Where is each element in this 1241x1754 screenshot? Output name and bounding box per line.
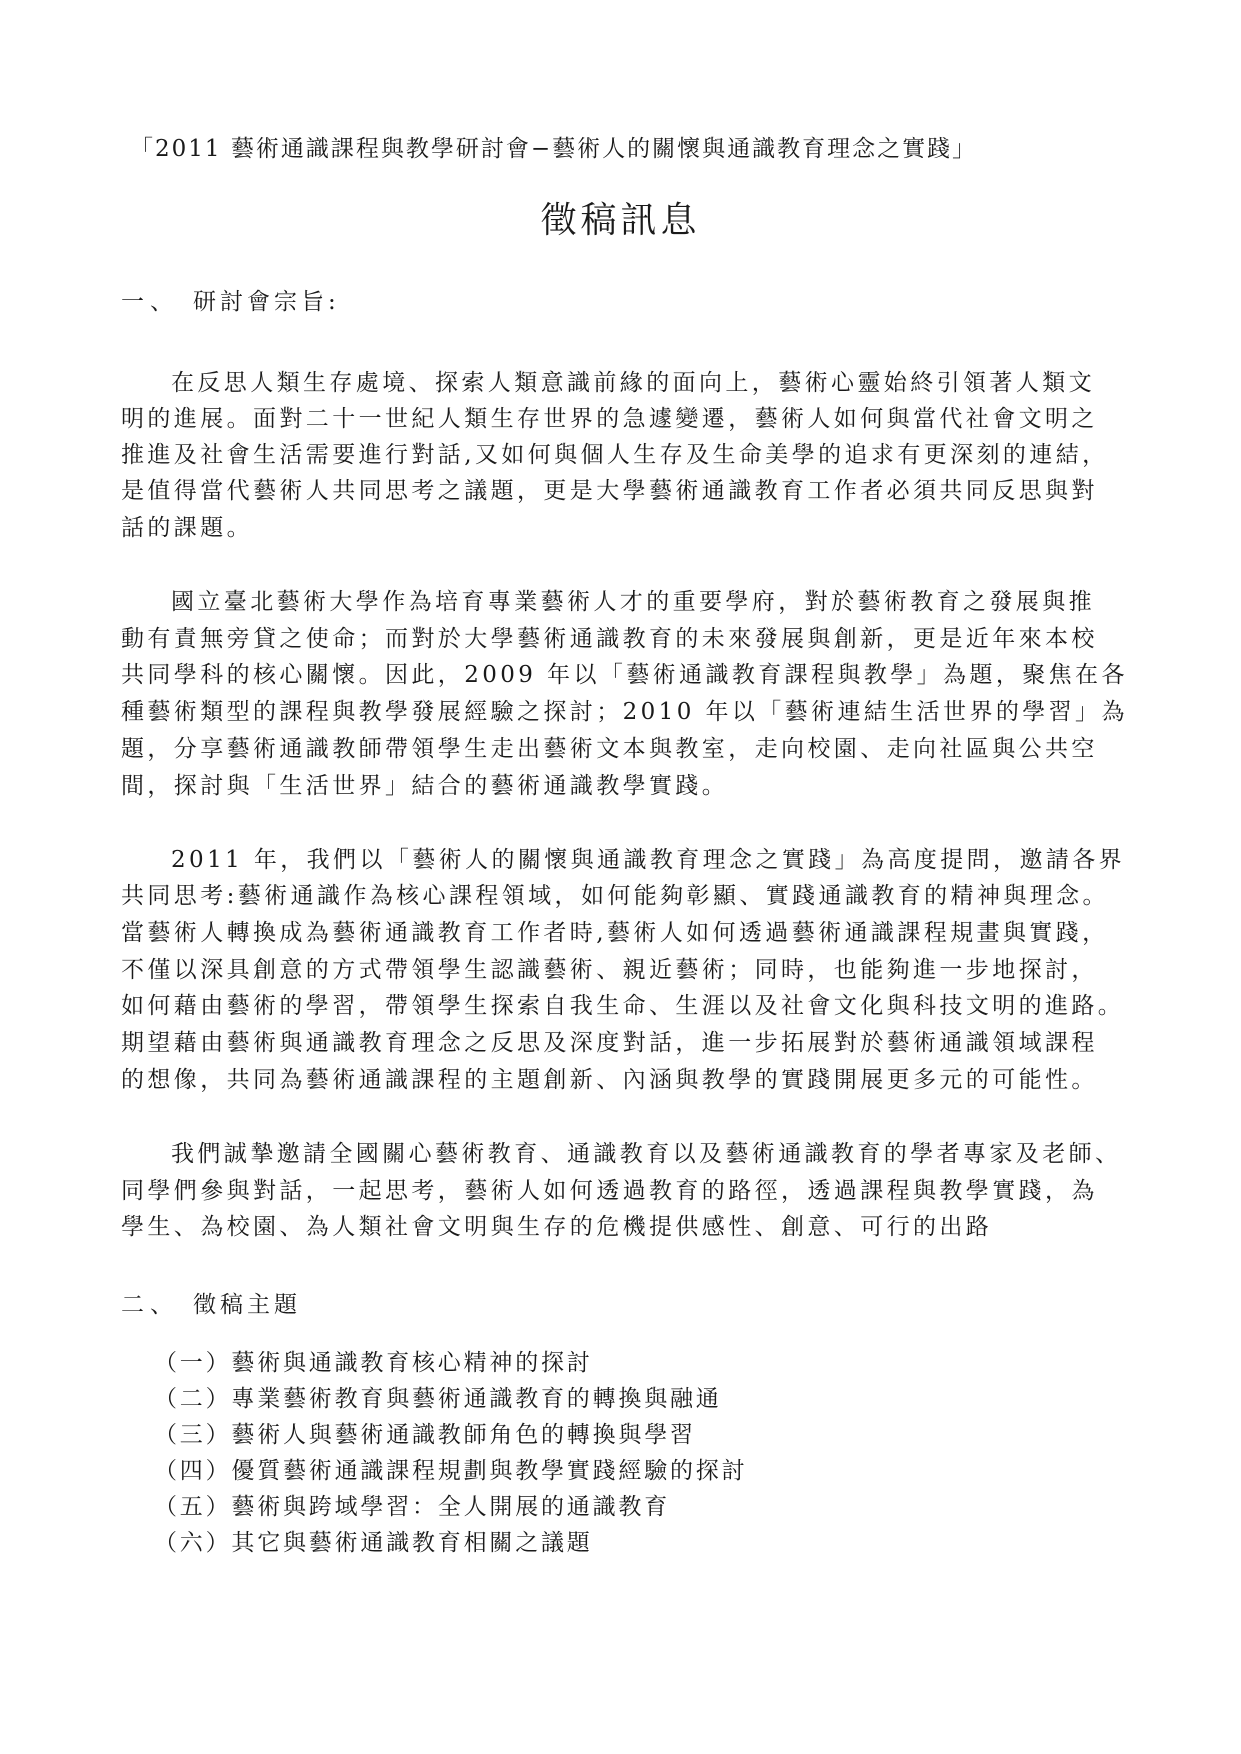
paragraph4-line: 學生、為校園、為人類社會文明與生存的危機提供感性、創意、可行的出路 [121, 1214, 993, 1240]
paragraph2-line: 共同學科的核心關懷。因此，2009 年以「藝術通識教育課程與教學」為題，聚焦在各 [121, 662, 1128, 688]
topic-item: （一）藝術與通識教育核心精神的探討 [154, 1350, 593, 1376]
page-title: 徵稿訊息 [540, 200, 701, 241]
paragraph1-line: 話的課題。 [121, 515, 253, 541]
section1-number: 一、 [121, 289, 179, 315]
section2-title: 徵稿主題 [193, 1292, 301, 1318]
paragraph2-line: 間，探討與「生活世界」結合的藝術通識教學實踐。 [121, 773, 729, 799]
topic-item: （四）優質藝術通識課程規劃與教學實踐經驗的探討 [154, 1458, 748, 1484]
paragraph1-line: 推進及社會生活需要進行對話,又如何與個人生存及生命美學的追求有更深刻的連結， [121, 442, 1109, 468]
paragraph4-line: 我們誠摯邀請全國關心藝術教育、通識教育以及藝術通識教育的學者專家及老師、 [171, 1141, 1122, 1167]
paragraph3-line: 不僅以深具創意的方式帶領學生認識藝術、親近藝術；同時，也能夠進一步地探討， [121, 957, 1098, 983]
paragraph3-line: 當藝術人轉換成為藝術通識教育工作者時,藝術人如何透過藝術通識課程規畫與實踐， [121, 920, 1109, 946]
paragraph3-line: 共同思考:藝術通識作為核心課程領域，如何能夠彰顯、實踐通識教育的精神與理念。 [121, 883, 1109, 909]
paragraph1-line: 明的進展。面對二十一世紀人類生存世界的急遽變遷，藝術人如何與當代社會文明之 [121, 406, 1098, 432]
paragraph4-line: 同學們參與對話，一起思考，藝術人如何透過教育的路徑，透過課程與教學實踐，為 [121, 1178, 1098, 1204]
paragraph1-line: 在反思人類生存處境、探索人類意識前緣的面向上，藝術心靈始終引領著人類文 [171, 370, 1095, 396]
paragraph3-line: 2011 年，我們以「藝術人的關懷與通識教育理念之實踐」為高度提問，邀請各界 [171, 847, 1126, 873]
paragraph3-line: 如何藉由藝術的學習，帶領學生探索自我生命、生涯以及社會文化與科技文明的進路。 [121, 993, 1125, 1019]
conference-header: 「2011 藝術通識課程與教學研討會−藝術人的關懷與通識教育理念之實踐」 [130, 136, 978, 162]
topic-item: （六）其它與藝術通識教育相關之議題 [154, 1530, 593, 1556]
topic-item: （二）專業藝術教育與藝術通識教育的轉換與融通 [154, 1386, 722, 1412]
paragraph2-line: 種藝術類型的課程與教學發展經驗之探討；2010 年以「藝術連結生活世界的學習」為 [121, 699, 1128, 725]
paragraph2-line: 題，分享藝術通識教師帶領學生走出藝術文本與教室，走向校園、走向社區與公共空 [121, 736, 1098, 762]
section1-title: 研討會宗旨: [193, 289, 340, 315]
paragraph2-line: 國立臺北藝術大學作為培育專業藝術人才的重要學府，對於藝術教育之發展與推 [171, 589, 1095, 615]
paragraph3-line: 期望藉由藝術與通識教育理念之反思及深度對話，進一步拓展對於藝術通識領域課程 [121, 1030, 1098, 1056]
paragraph1-line: 是值得當代藝術人共同思考之議題，更是大學藝術通識教育工作者必須共同反思與對 [121, 478, 1098, 504]
section2-number: 二、 [121, 1292, 179, 1318]
topic-item: （五）藝術與跨域學習：全人開展的通識教育 [154, 1494, 670, 1520]
paragraph3-line: 的想像，共同為藝術通識課程的主題創新、內涵與教學的實踐開展更多元的可能性。 [121, 1067, 1098, 1093]
paragraph2-line: 動有責無旁貸之使命；而對於大學藝術通識教育的未來發展與創新，更是近年來本校 [121, 626, 1098, 652]
topic-item: （三）藝術人與藝術通識教師角色的轉換與學習 [154, 1422, 696, 1448]
